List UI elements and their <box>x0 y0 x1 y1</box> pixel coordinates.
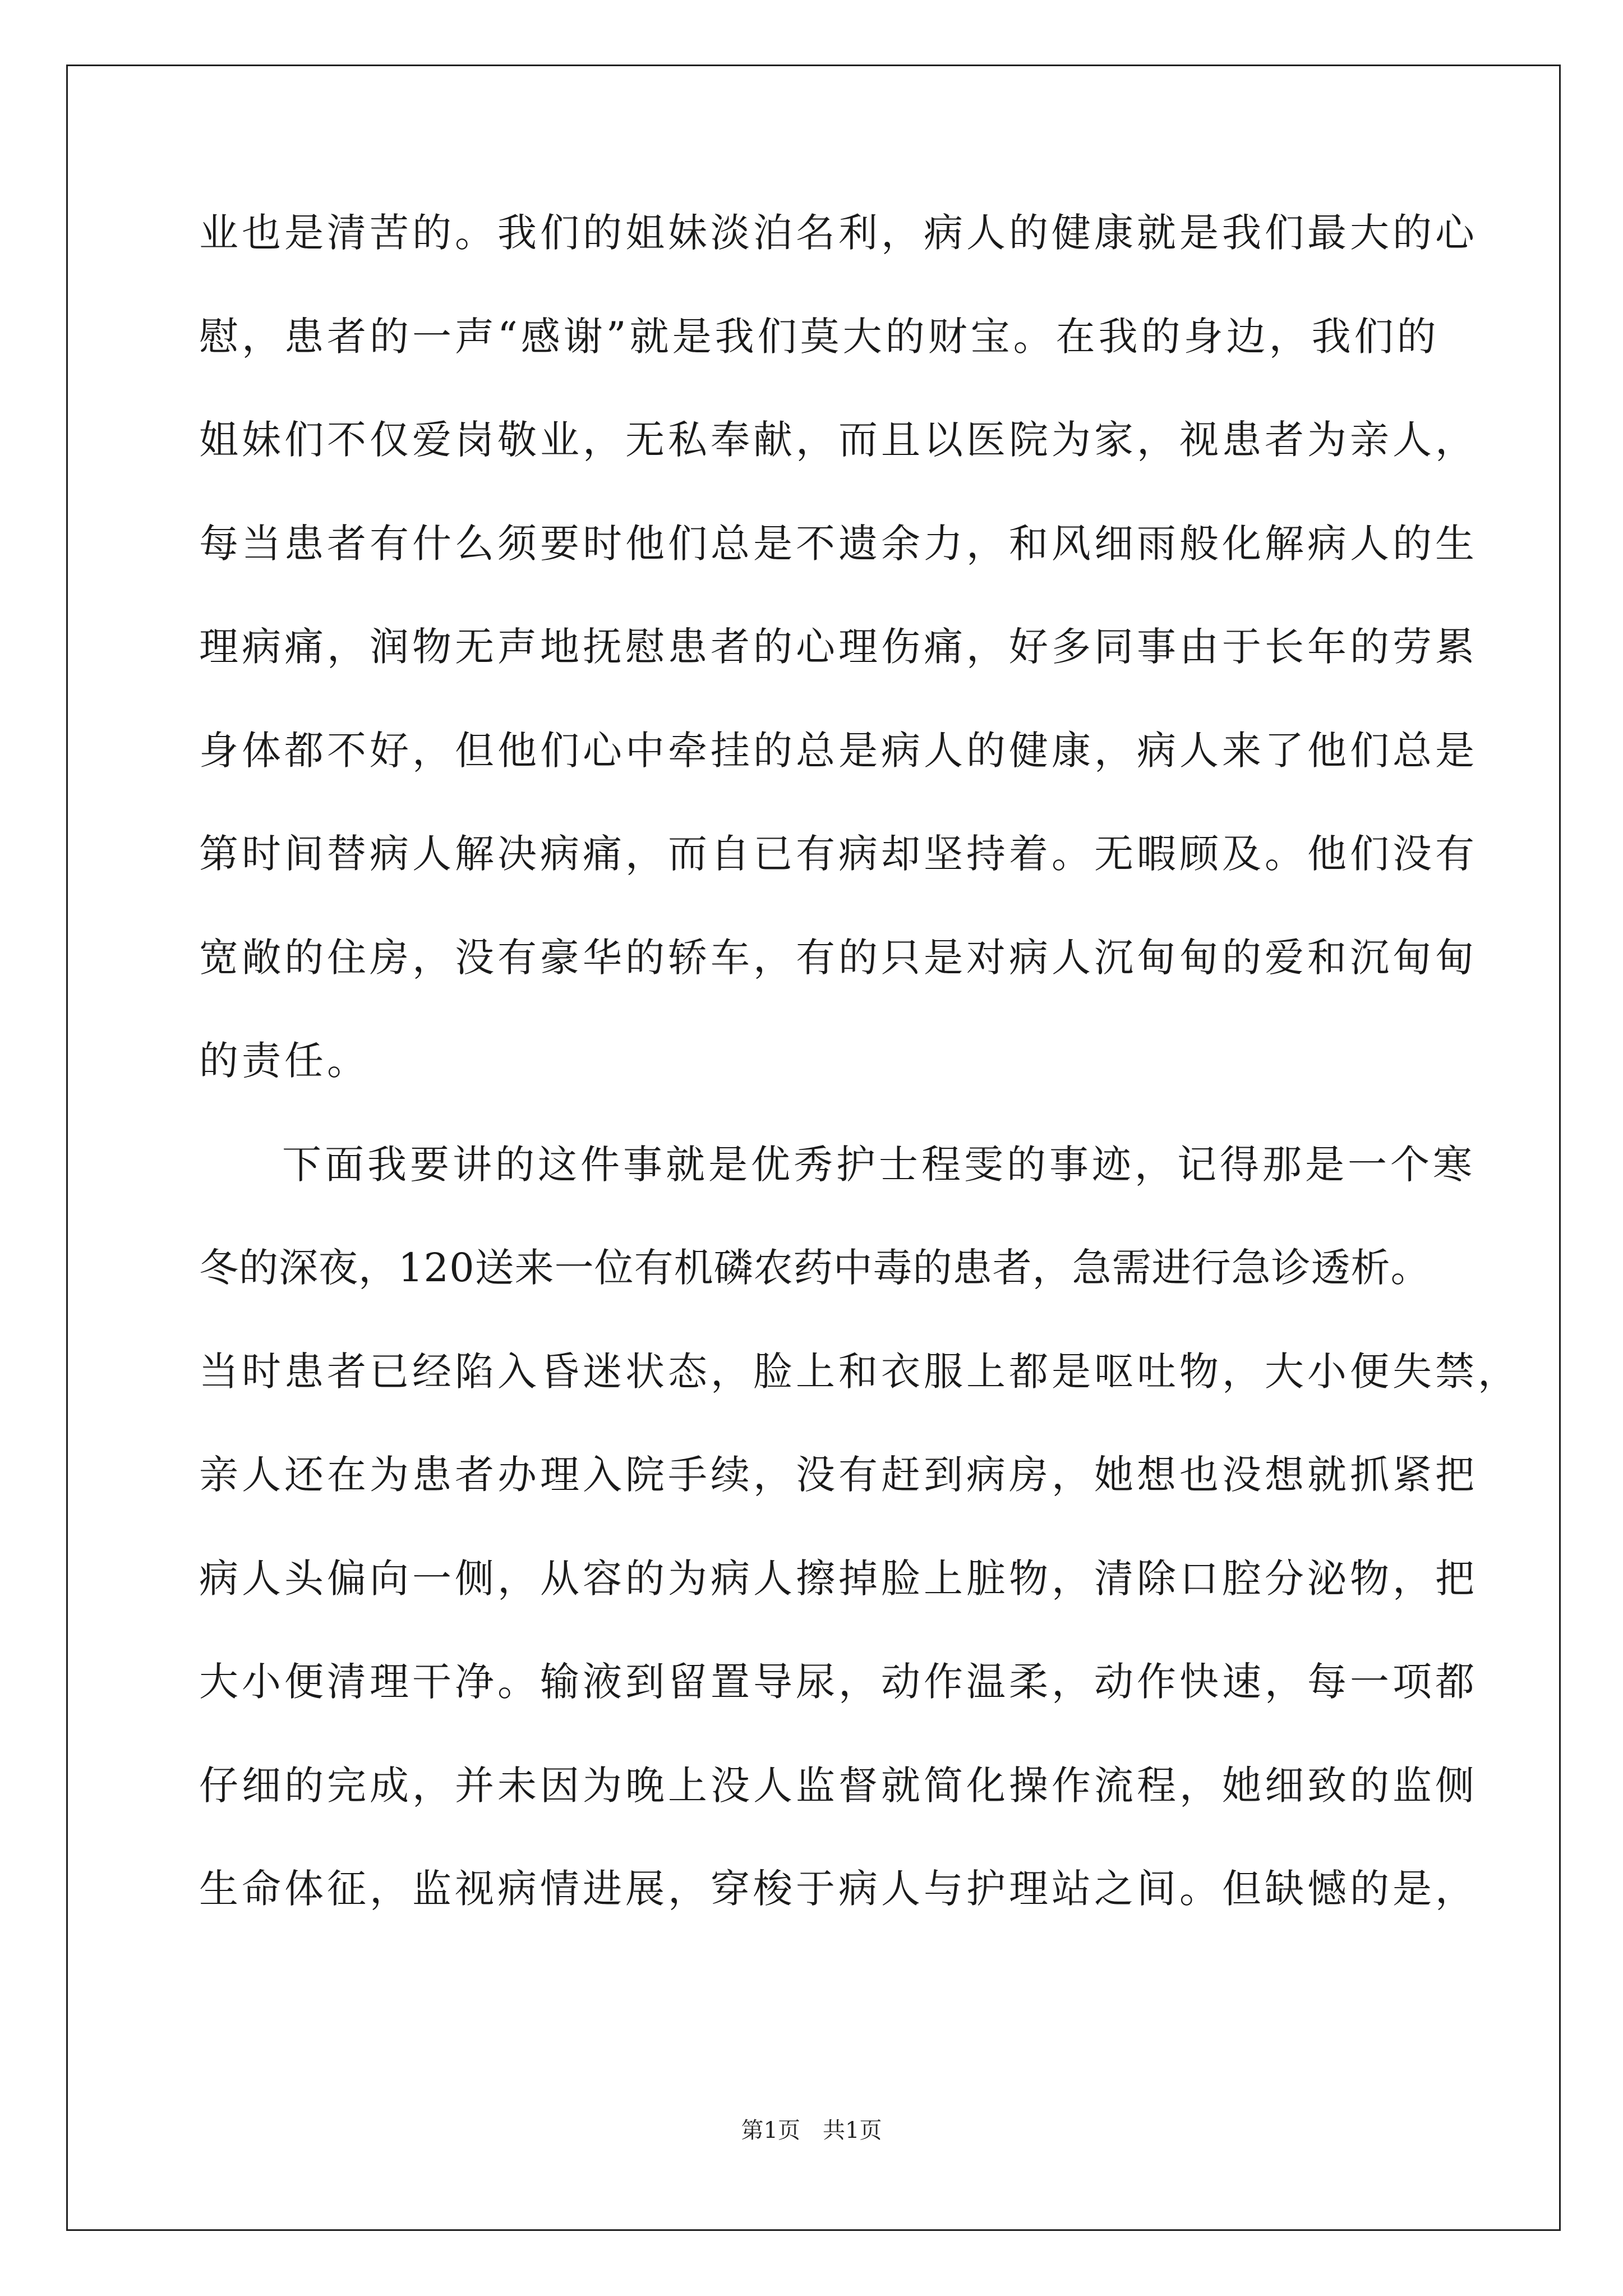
document-body <box>199 210 1520 1973</box>
text-line: 每当患者有什么须要时他们总是不遗余力，和风细雨般化解病人的生 <box>199 520 1478 567</box>
text-line: 第时间替病人解决病痛，而自已有病却坚持着。无暇顾及。他们没有 <box>199 831 1478 877</box>
text-line: 生命体征，监视病情进展，穿梭于病人与护理站之间。但缺憾的是， <box>199 1866 1478 1912</box>
text-line: 理病痛，润物无声地抚慰患者的心理伤痛，好多同事由于长年的劳累 <box>199 624 1478 670</box>
paragraph-first-line: 下面我要讲的这件事就是优秀护士程雯的事迹，记得那是一个寒 <box>282 1141 1476 1188</box>
text-line: 病人头偏向一侧，从容的为病人擦掉脸上脏物，清除口腔分泌物，把 <box>199 1555 1478 1602</box>
text-line: 慰，患者的一声“感谢”就是我们莫大的财宝。在我的身边，我们的 <box>199 313 1440 360</box>
text-line: 宽敞的住房，没有豪华的轿车，有的只是对病人沉甸甸的爱和沉甸甸 <box>199 934 1478 981</box>
text-line: 冬的深夜，120送来一位有机磷农药中毒的患者，急需进行急诊透析。 <box>199 1245 1431 1291</box>
text-line: 仔细的完成，并未因为晚上没人监督就简化操作流程，她细致的监侧 <box>199 1762 1478 1809</box>
text-line: 当时患者已经陷入昏迷状态，脸上和衣服上都是呕吐物，大小便失禁， <box>199 1348 1520 1395</box>
text-line: 亲人还在为患者办理入院手续，没有赶到病房，她想也没想就抓紧把 <box>199 1452 1478 1498</box>
text-line: 的责任。 <box>199 1038 370 1084</box>
text-line: 身体都不好，但他们心中牵挂的总是病人的健康，病人来了他们总是 <box>199 727 1478 774</box>
text-line: 姐妹们不仅爱岗敬业，无私奉献，而且以医院为家，视患者为亲人， <box>199 417 1478 463</box>
page-number-footer: 第1页 共1页 <box>741 2118 882 2143</box>
text-line: 业也是清苦的。我们的姐妹淡泊名利，病人的健康就是我们最大的心 <box>199 210 1478 256</box>
text-line: 大小便清理干净。输液到留置导尿，动作温柔，动作快速，每一项都 <box>199 1659 1478 1705</box>
